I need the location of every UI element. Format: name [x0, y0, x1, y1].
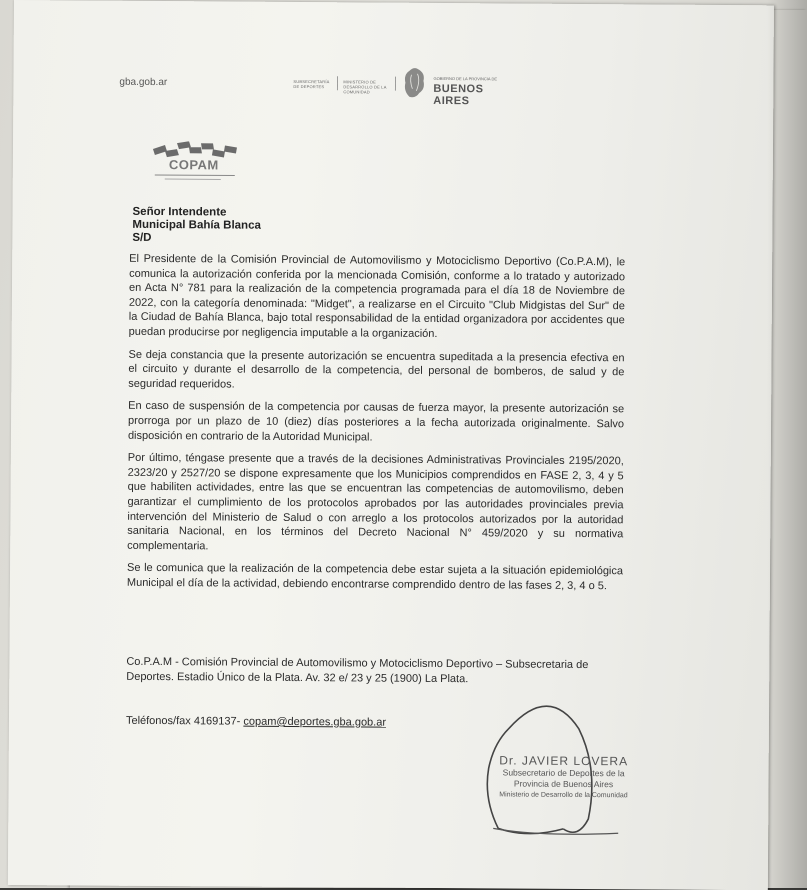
addressee-block — [132, 206, 261, 246]
paragraph-conditions: Se deja constancia que la presente autorización se encuentra supeditada a la presencia efectiva en el circuito y durante el desarrollo de la competencia, del personal de bomberos, de salud y de seguridad requeridos. — [128, 347, 624, 394]
stamp-title-2: Provincia de Buenos Aires — [489, 778, 639, 790]
letter-body — [127, 252, 625, 602]
addressee-sd: S/D — [132, 232, 261, 246]
header-site: gba.gob.ar — [119, 77, 167, 88]
stamp-title-3: Ministerio de Desarrollo de la Comunidad — [488, 789, 638, 801]
footer-line-1: Co.P.A.M - Comisión Provincial de Automovilismo y Motociclismo Deportivo – Subsecretaria de — [126, 655, 636, 674]
gov-top-text: GOBIERNO DE LA PROVINCIA DE — [433, 76, 497, 81]
copam-logo — [151, 141, 241, 184]
contact-line — [126, 715, 386, 729]
gov-name-text: BUENOS AIRES — [433, 83, 511, 108]
copam-logo-text: COPAM — [169, 157, 219, 172]
footer-address — [126, 655, 636, 689]
edge-shadow — [767, 0, 807, 888]
phone-label: Teléfonos/fax 4169137- — [126, 715, 244, 728]
stamp-title-1: Subsecretario de Deportes de la — [489, 767, 639, 779]
document-page — [8, 0, 774, 890]
logo-mid-text: MINISTERIO DE DESARROLLO DE LA COMUNIDAD — [343, 79, 393, 94]
signature-stamp — [488, 753, 638, 801]
footer-line-2: Deportes. Estadio Único de la Plata. Av. 32 e/ 23 y 25 (1900) La Plata. — [126, 670, 636, 689]
header-logos — [291, 64, 511, 106]
paragraph-protocols: Por último, téngase presente que a través de la decisiones Administrativas Provinciales 2195/2020, 2323/20 y 2527/20 se dispone expresamente que los Municipios comprendidos en FASE 2, 3, 4 y 5 que habiliten actividades, entre las que se encuentran las competencias de automovilismo, deben garantizar el cumplimiento de los protocolos aprobados por las autoridades provinciales previa intervención del Ministerio de Salud o con arreglo a los protocolos autorizados por la autoridad sanitaria Nacional, en los términos del Decreto Nacional N° 459/2020 y su normativa complementaria. — [127, 451, 624, 557]
paragraph-epidemiological: Se le comunica que la realización de la competencia debe estar sujeta a la situación epidemiológica Municipal el día de la actividad, debiendo encontrarse comprendido dentro de las fases 2, 3, 4 o 5. — [127, 561, 623, 594]
addressee-entity: Municipal Bahía Blanca — [132, 219, 261, 233]
email-link[interactable]: copam@deportes.gba.gob.ar — [243, 716, 386, 729]
logo-left-text: SUBSECRETARÍA DE DEPORTES — [293, 79, 335, 89]
paragraph-authorization: El Presidente de la Comisión Provincial de Automovilismo y Motociclismo Deportivo (Co.P.A.M), le comunica la autorización conferida por la mencionada Comisión, conforme a lo tratado y autorizado en Acta N° 781 para la realización de la competencia programada para el día 18 de Noviembre de 2022, con la categoría denominada: "Midget", a realizarse en el Circuito "Club Midgistas del Sur" de la Ciudad de Bahía Blanca, bajo total responsabilidad de la entidad organizadora por accidentes que puedan producirse por negligencia imputable a la organización. — [129, 252, 626, 343]
paragraph-suspension: En caso de suspensión de la competencia por causas de fuerza mayor, la presente autorización se prorroga por un plazo de 10 (diez) días posteriores a la fecha autorizada originalmente. Salvo disposición en contrario de la Autoridad Municipal. — [128, 399, 624, 446]
addressee-title: Señor Intendente — [132, 206, 261, 220]
stamp-name: Dr. JAVIER LOVERA — [489, 753, 639, 768]
